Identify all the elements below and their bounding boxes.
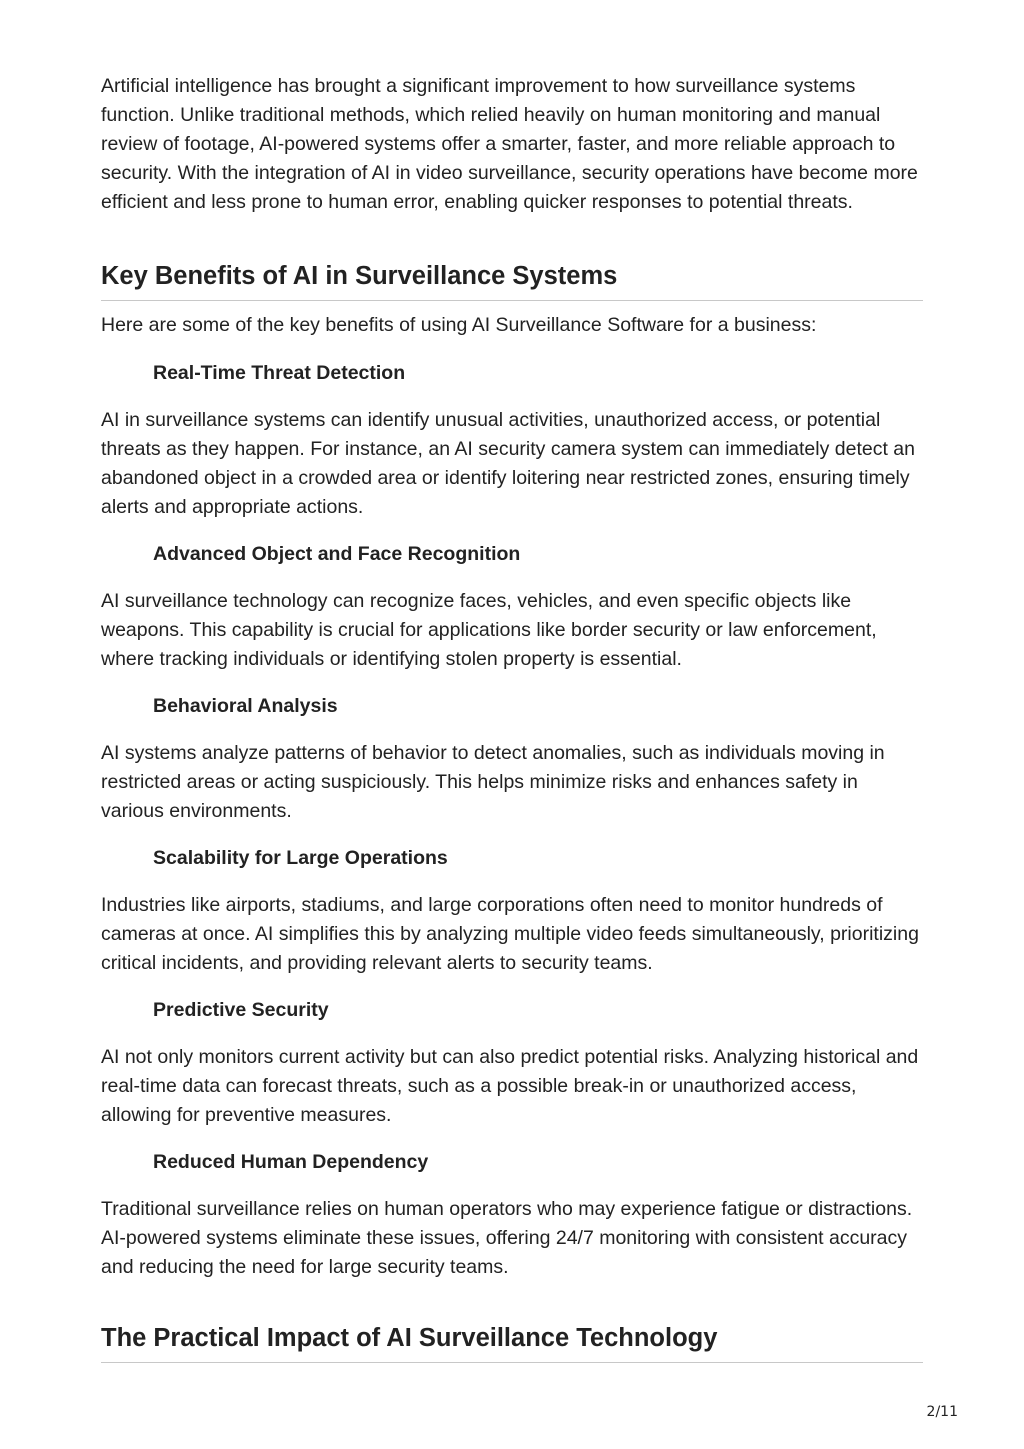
benefit-heading-behavioral-analysis: Behavioral Analysis [153, 695, 338, 717]
benefit-heading-reduced-human-dependency: Reduced Human Dependency [153, 1151, 429, 1173]
benefit-paragraph-real-time-threat-detection: AI in surveillance systems can identify unusual activities, unauthorized access, or potential threats as they happen. For instance, an AI security camera system can immediately detect an abandoned object in a crowded area or identify loitering near restricted zones, ensuring timely alerts and appropriate actions. [101, 409, 915, 518]
section-heading-practical-impact: The Practical Impact of AI Surveillance Technology [101, 1322, 923, 1363]
benefit-paragraph-predictive-security: AI not only monitors current activity but can also predict potential risks. Analyzing historical and real-time data can forecast threats, such as a possible break-in or unauthorized access, allowing for preventive measures. [101, 1046, 919, 1126]
page-number: 2/11 [926, 1404, 958, 1420]
benefit-paragraph-object-face-recognition: AI surveillance technology can recognize faces, vehicles, and even specific objects like weapons. This capability is crucial for applications like border security or law enforcement, where tracking individuals or identifying stolen property is essential. [101, 590, 877, 670]
intro-paragraph: Artificial intelligence has brought a significant improvement to how surveillance systems function. Unlike traditional methods, which relied heavily on human monitoring and manual review of footage, AI-powered systems offer a smarter, faster, and more reliable approach to security. With the integration of AI in video surveillance, security operations have become more efficient and less prone to human error, enabling quicker responses to potential threats. [101, 75, 918, 213]
section-lead-paragraph: Here are some of the key benefits of using AI Surveillance Software for a business: [101, 314, 817, 336]
benefit-heading-object-face-recognition: Advanced Object and Face Recognition [153, 543, 521, 565]
benefit-paragraph-reduced-human-dependency: Traditional surveillance relies on human operators who may experience fatigue or distractions. AI-powered systems eliminate these issues, offering 24/7 monitoring with consistent accuracy and reducing the need for large security teams. [101, 1198, 913, 1278]
benefit-paragraph-scalability: Industries like airports, stadiums, and large corporations often need to monitor hundreds of cameras at once. AI simplifies this by analyzing multiple video feeds simultaneously, prioritizing critical incidents, and providing relevant alerts to security teams. [101, 894, 919, 974]
document-page [101, 72, 923, 1363]
benefit-heading-predictive-security: Predictive Security [153, 999, 329, 1021]
benefit-heading-scalability: Scalability for Large Operations [153, 847, 448, 869]
section-heading-key-benefits: Key Benefits of AI in Surveillance Systems [101, 260, 923, 301]
benefit-heading-real-time-threat-detection: Real-Time Threat Detection [153, 362, 406, 384]
benefit-paragraph-behavioral-analysis: AI systems analyze patterns of behavior to detect anomalies, such as individuals moving in restricted areas or acting suspiciously. This helps minimize risks and enhances safety in various environments. [101, 742, 885, 822]
